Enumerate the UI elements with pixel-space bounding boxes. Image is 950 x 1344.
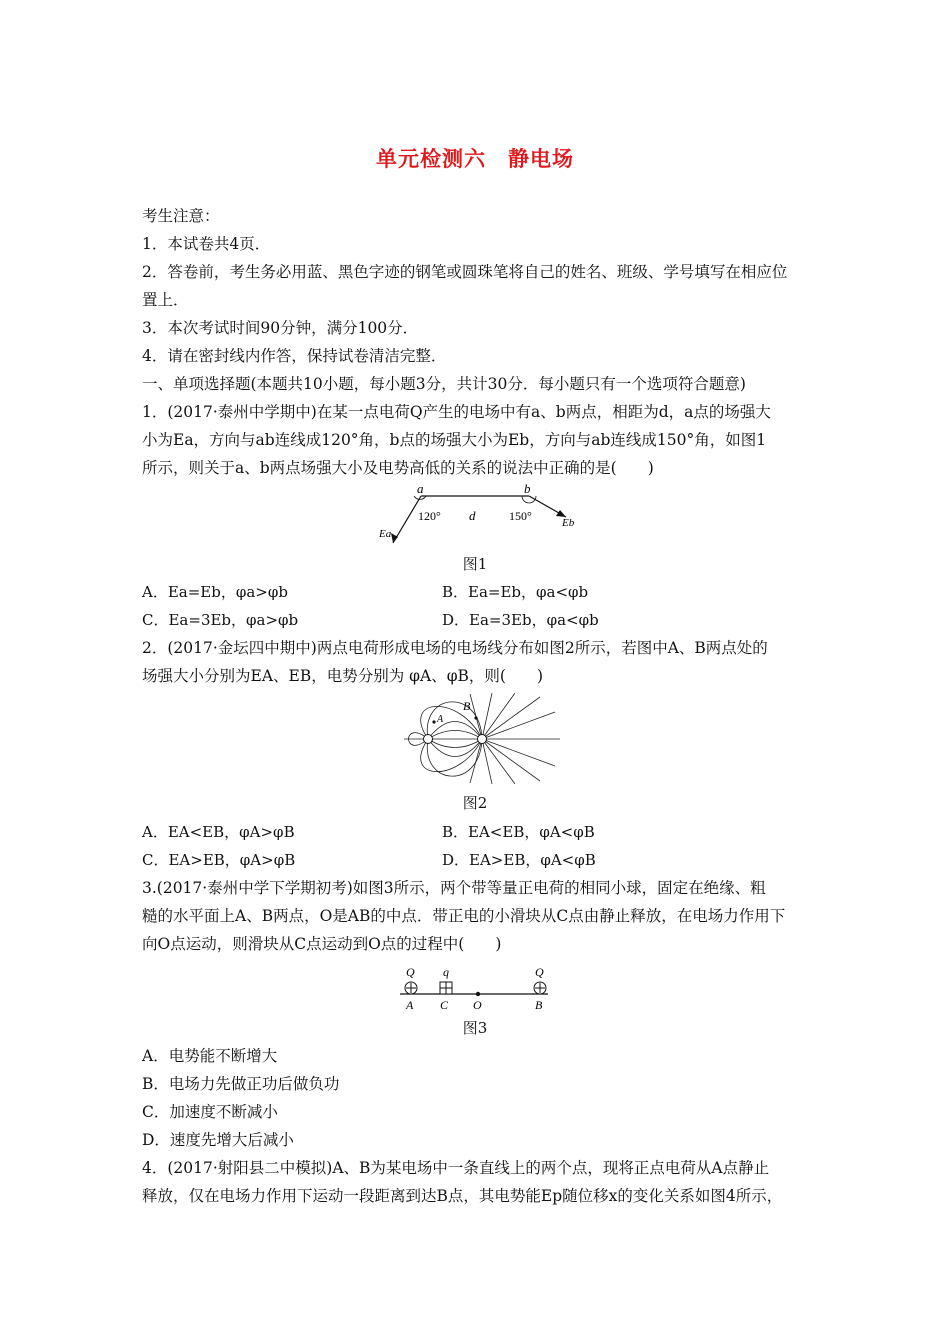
figure-1-caption: 图1 — [462, 555, 488, 573]
question-3-text: 3.(2017·泰州中学下学期初考)如图3所示，两个带等量正电荷的相同小球，固定在绝缘、粗 — [142, 879, 766, 897]
notice-item: 4．请在密封线内作答，保持试卷清洁完整． — [142, 347, 447, 365]
figure-1-diagram — [370, 480, 590, 550]
figure-1-label-a: a — [417, 481, 424, 496]
question-2-option-c[interactable]: C．EA>EB，φA>φB — [142, 851, 296, 869]
notice-item: 置上． — [142, 291, 189, 309]
question-3-text: 糙的水平面上A、B两点，O是AB的中点．带正电的小滑块从C点由静止释放，在电场力作用下 — [142, 907, 786, 925]
notice-item: 2．答卷前，考生务必用蓝、黑色字迹的钢笔或圆珠笔将自己的姓名、班级、学号填写在相应位 — [142, 263, 788, 281]
figure-1-label-b: b — [524, 481, 531, 496]
figure-3-label-Q-left: Q — [406, 965, 415, 979]
question-2-text: 场强大小分别为EA、EB，电势分别为 φA、φB，则( ) — [142, 667, 544, 685]
figure-3-label-q: q — [443, 965, 449, 979]
question-2-text: 2．(2017·金坛四中期中)两点电荷形成电场的电场线分布如图2所示，若图中A、B两点处的 — [142, 639, 768, 657]
question-4-text: 释放，仅在电场力作用下运动一段距离到达B点，其电势能Ep随位移x的变化关系如图4所示， — [142, 1187, 783, 1205]
notice-item: 3．本次考试时间90分钟，满分100分． — [142, 319, 419, 337]
question-3-text: 向O点运动，则滑块从C点运动到O点的过程中( ) — [142, 935, 502, 953]
figure-2-caption: 图2 — [462, 794, 488, 812]
question-3-option-c[interactable]: C．加速度不断减小 — [142, 1103, 278, 1121]
figure-1-label-d: d — [469, 508, 476, 523]
figure-3-label-C: C — [440, 998, 449, 1012]
question-1-text: 小为Ea，方向与ab连线成120°角，b点的场强大小为Eb，方向与ab连线成150°角，如图1 — [142, 431, 767, 449]
figure-3-label-B: B — [535, 998, 543, 1012]
figure-1-angle-a: 120° — [418, 509, 441, 523]
question-1-option-c[interactable]: C．Ea=3Eb，φa>φb — [142, 611, 299, 629]
section-heading: 一、单项选择题(本题共10小题，每小题3分，共计30分．每小题只有一个选项符合题意) — [142, 375, 746, 393]
question-4-text: 4．(2017·射阳县二中模拟)A、B为某电场中一条直线上的两个点，现将正点电荷从A点静止 — [142, 1159, 770, 1177]
question-1-option-d[interactable]: D．Ea=3Eb，φa<φb — [442, 611, 599, 629]
question-1-text: 所示，则关于a、b两点场强大小及电势高低的关系的说法中正确的是( ) — [142, 459, 654, 477]
figure-1-label-Ea: Ea — [379, 528, 392, 540]
question-2-option-b[interactable]: B．EA<EB，φA<φB — [442, 823, 595, 841]
figure-1-label-Eb: Eb — [562, 517, 575, 529]
question-3-option-b[interactable]: B．电场力先做正功后做负功 — [142, 1075, 340, 1093]
question-3-option-a[interactable]: A．电势能不断增大 — [142, 1047, 278, 1065]
figure-2-label-B: B — [463, 699, 471, 713]
figure-2-label-A: A — [437, 714, 444, 725]
figure-3-diagram — [390, 962, 570, 1014]
figure-3-caption: 图3 — [462, 1019, 488, 1037]
figure-2-field-lines — [400, 692, 570, 784]
figure-3-label-Q-right: Q — [535, 965, 544, 979]
page-title: 单元检测六 静电场 — [376, 147, 574, 171]
notice-heading: 考生注意： — [142, 207, 220, 225]
question-2-option-d[interactable]: D．EA>EB，φA<φB — [442, 851, 596, 869]
question-1-option-a[interactable]: A．Ea=Eb，φa>φb — [142, 583, 288, 601]
question-1-option-b[interactable]: B．Ea=Eb，φa<φb — [442, 583, 589, 601]
notice-item: 1．本试卷共4页． — [142, 235, 271, 253]
figure-1-angle-b: 150° — [509, 509, 532, 523]
question-3-option-d[interactable]: D．速度先增大后减小 — [142, 1131, 294, 1149]
figure-3-label-A: A — [406, 998, 414, 1012]
question-2-option-a[interactable]: A．EA<EB，φA>φB — [142, 823, 295, 841]
figure-3-label-O: O — [473, 998, 482, 1012]
question-1-text: 1．(2017·泰州中学期中)在某一点电荷Q产生的电场中有a、b两点，相距为d，a点的场强大 — [142, 403, 771, 421]
